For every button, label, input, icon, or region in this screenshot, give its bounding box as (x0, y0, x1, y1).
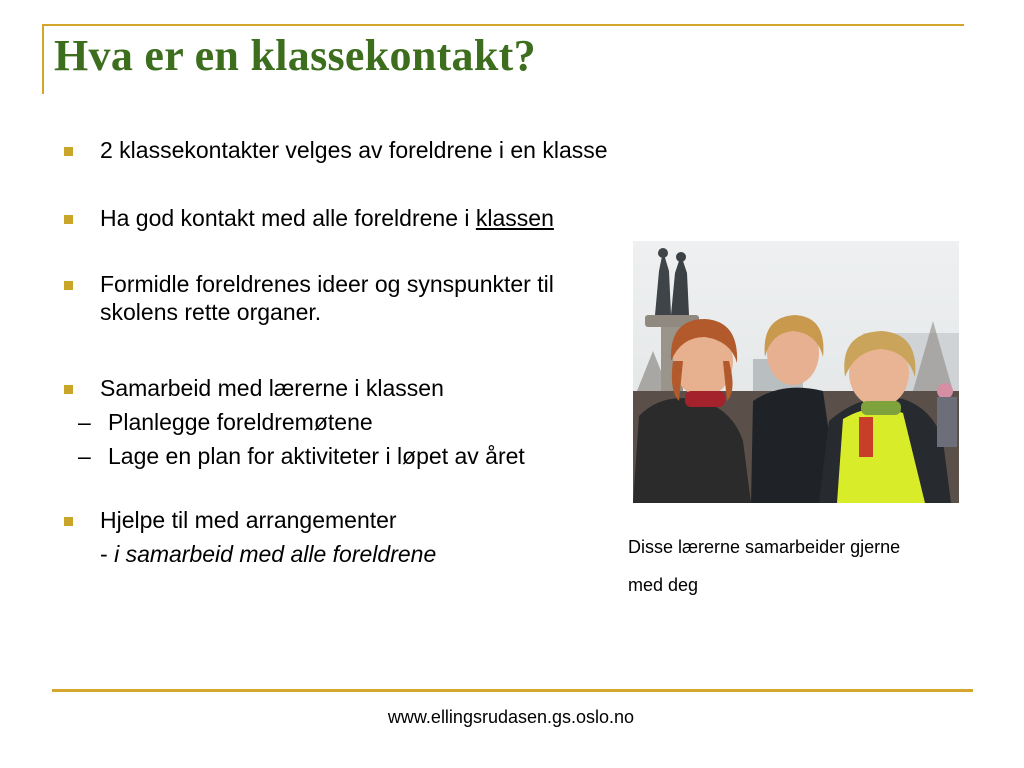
footer-url: www.ellingsrudasen.gs.oslo.no (387, 707, 635, 727)
square-bullet-icon (64, 517, 73, 526)
continuation-dash: - (100, 541, 115, 567)
bullet-continuation (62, 540, 622, 568)
left-rule (42, 24, 44, 94)
square-bullet-icon (64, 385, 73, 394)
sub-item-text: Lage en plan for aktiviteter i løpet av året (108, 443, 525, 469)
sub-item (62, 442, 622, 470)
caption-line: med deg (628, 575, 699, 595)
dash-bullet-icon: – (78, 409, 91, 435)
underlined-word: klassen (475, 205, 554, 231)
square-bullet-icon (64, 147, 73, 156)
bullet-item (62, 270, 622, 326)
bullet-list (62, 136, 622, 568)
bullet-item (62, 136, 622, 164)
bullet-text: Hjelpe til med arrangementer (100, 507, 397, 533)
sub-item (62, 408, 622, 436)
top-rule (42, 24, 964, 26)
photo-caption (628, 528, 988, 604)
bullet-text: Samarbeid med lærerne i klassen (100, 375, 444, 401)
bullet-text: 2 klassekontakter velges av foreldrene i en klasse (100, 137, 608, 163)
bullet-item (62, 204, 622, 232)
footer (0, 707, 1024, 728)
bottom-rule (52, 689, 973, 692)
slide-title: Hva er en klassekontakt? (54, 31, 536, 80)
dash-bullet-icon: – (78, 443, 91, 469)
square-bullet-icon (64, 281, 73, 290)
teachers-photo (633, 241, 959, 503)
bullet-text: Formidle foreldrenes ideer og synspunkter til skolens rette organer. (100, 271, 554, 325)
continuation-italic: i samarbeid med alle foreldrene (114, 541, 437, 567)
bullet-item (62, 506, 622, 534)
square-bullet-icon (64, 215, 73, 224)
caption-line: Disse lærerne samarbeider gjerne (628, 537, 901, 557)
sub-item-text: Planlegge foreldremøtene (108, 409, 373, 435)
bullet-text: Ha god kontakt med alle foreldrene i (100, 205, 476, 231)
bullet-item (62, 374, 622, 402)
